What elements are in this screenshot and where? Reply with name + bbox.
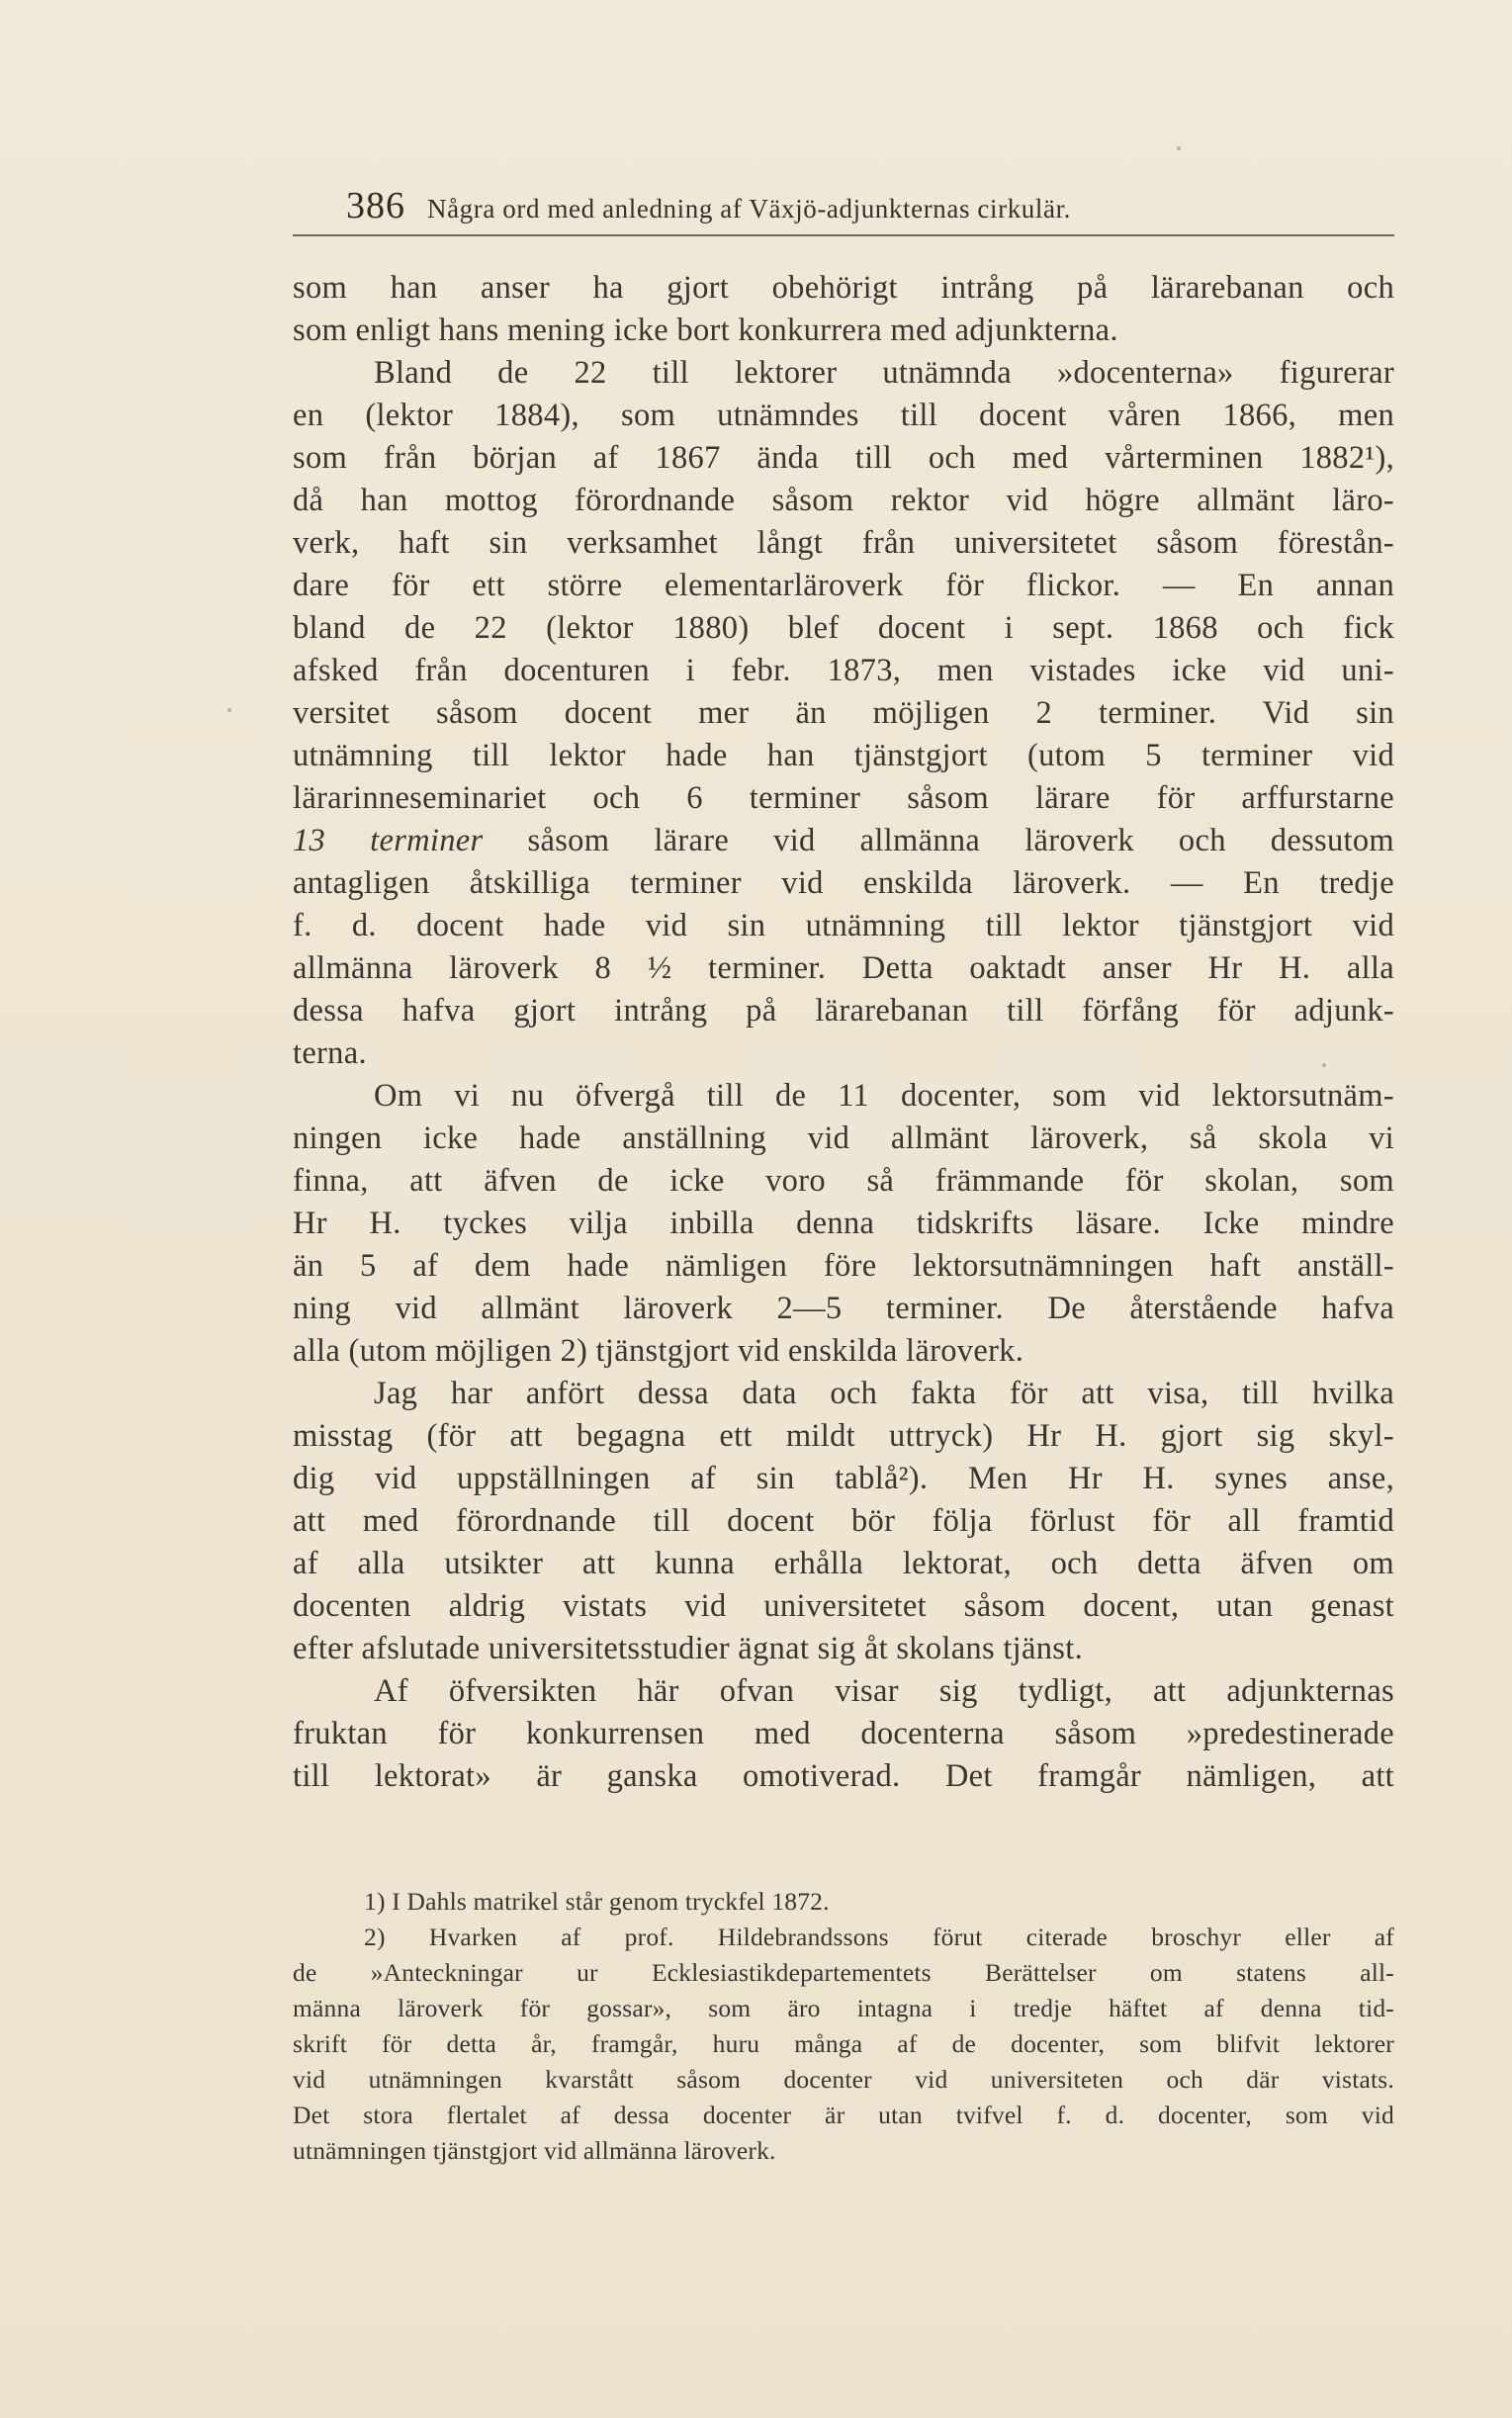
- text-line: alla (utom möjligen 2) tjänstgjort vid enskilda läroverk.: [293, 1333, 1024, 1369]
- text-line: Om vi nu öfvergå till de 11 docenter, som vid lektorsutnäm-: [374, 1078, 1394, 1114]
- footnote-line: 1) I Dahls matrikel står genom tryckfel 1872.: [364, 1887, 830, 1916]
- paper-speck: [1322, 1063, 1326, 1067]
- text-line: Bland de 22 till lektorer utnämnda »docenterna» figurerar: [374, 355, 1394, 391]
- italic-phrase: 13 terminer: [293, 823, 484, 858]
- text-line: en (lektor 1884), som utnämndes till docent våren 1866, men: [293, 398, 1394, 433]
- footnote-line: vid utnämningen kvarstått såsom docenter vid universiteten och där vistats.: [293, 2065, 1394, 2094]
- text-line: till lektorat» är ganska omotiverad. Det framgår nämligen, att: [293, 1758, 1394, 1794]
- text-line: dig vid uppställningen af sin tablå²). Men Hr H. synes anse,: [293, 1461, 1394, 1496]
- text-line: utnämning till lektor hade han tjänstgjort (utom 5 terminer vid: [293, 738, 1394, 773]
- text-line: som från början af 1867 ända till och med vårterminen 1882¹),: [293, 440, 1394, 476]
- text-line: då han mottog förordnande såsom rektor vid högre allmänt läro-: [293, 483, 1394, 518]
- text-line: bland de 22 (lektor 1880) blef docent i sept. 1868 och fick: [293, 610, 1394, 646]
- text-line: lärarinneseminariet och 6 terminer såsom lärare för arffurstarne: [293, 780, 1394, 816]
- paper-speck: [227, 708, 231, 712]
- text-line: antagligen åtskilliga terminer vid enskilda läroverk. — En tredje: [293, 865, 1394, 901]
- text-line: terna.: [293, 1035, 367, 1071]
- text-line: än 5 af dem hade nämligen före lektorsutnämningen haft anställ-: [293, 1248, 1394, 1284]
- running-title: Några ord med anledning af Växjö-adjunkternas cirkulär.: [427, 194, 1072, 224]
- text-line: fruktan för konkurrensen med docenterna såsom »predestinerade: [293, 1716, 1394, 1751]
- text-line: f. d. docent hade vid sin utnämning till lektor tjänstgjort vid: [293, 908, 1394, 943]
- paper-speck: [1177, 146, 1181, 150]
- footnote-line: utnämningen tjänstgjort vid allmänna läroverk.: [293, 2136, 776, 2165]
- header-rule: [293, 234, 1394, 236]
- text-line: misstag (för att begagna ett mildt uttryck) Hr H. gjort sig skyl-: [293, 1418, 1394, 1454]
- footnotes: [293, 1884, 1394, 2169]
- footnote-line: 2) Hvarken af prof. Hildebrandssons förut citerade broschyr eller af: [364, 1923, 1394, 1951]
- text-line: som han anser ha gjort obehörigt intrång på lärarebanan och: [293, 270, 1394, 306]
- text-line: ning vid allmänt läroverk 2—5 terminer. De återstående hafva: [293, 1291, 1394, 1326]
- text-line: dare för ett större elementarläroverk för flickor. — En annan: [293, 568, 1394, 603]
- text-line: versitet såsom docent mer än möjligen 2 terminer. Vid sin: [293, 695, 1394, 731]
- body-text: [293, 267, 1394, 1798]
- text-line: Hr H. tyckes vilja inbilla denna tidskrifts läsare. Icke mindre: [293, 1206, 1394, 1241]
- text-line: allmänna läroverk 8 ½ terminer. Detta oaktadt anser Hr H. alla: [293, 950, 1394, 986]
- footnote-line: skrift för detta år, framgår, huru många af de docenter, som blifvit lektorer: [293, 2029, 1394, 2058]
- text-line: ningen icke hade anställning vid allmänt läroverk, så skola vi: [293, 1120, 1394, 1156]
- footnote-line: Det stora flertalet af dessa docenter är utan tvifvel f. d. docenter, som vid: [293, 2101, 1394, 2129]
- text-line: efter afslutade universitetsstudier ägnat sig åt skolans tjänst.: [293, 1631, 1083, 1666]
- text-line: afsked från docenturen i febr. 1873, men vistades icke vid uni-: [293, 653, 1394, 688]
- page-header: [346, 184, 1394, 233]
- text-line: verk, haft sin verksamhet långt från universitetet såsom förestån-: [293, 525, 1394, 561]
- text-line: dessa hafva gjort intrång på lärarebanan till förfång för adjunk-: [293, 993, 1394, 1029]
- footnote-line: de »Anteckningar ur Ecklesiastikdepartementets Berättelser om statens all-: [293, 1958, 1394, 1987]
- page-number: 386: [346, 185, 405, 226]
- text-line: Jag har anfört dessa data och fakta för att visa, till hvilka: [374, 1376, 1394, 1411]
- text-line: som enligt hans mening icke bort konkurrera med adjunkterna.: [293, 313, 1118, 348]
- text-line: finna, att äfven de icke voro så främmande för skolan, som: [293, 1163, 1394, 1199]
- text-line: Af öfversikten här ofvan visar sig tydligt, att adjunkternas: [374, 1673, 1394, 1709]
- text-line: af alla utsikter att kunna erhålla lektorat, och detta äfven om: [293, 1546, 1394, 1581]
- text-line-with-italic: [293, 820, 1394, 862]
- footnote-line: männa läroverk för gossar», som äro intagna i tredje häftet af denna tid-: [293, 1994, 1394, 2022]
- text-line: docenten aldrig vistats vid universitetet såsom docent, utan genast: [293, 1588, 1394, 1624]
- text-line-rest: såsom lärare vid allmänna läroverk och dessutom: [527, 823, 1394, 858]
- text-line: att med förordnande till docent bör följa förlust för all framtid: [293, 1503, 1394, 1539]
